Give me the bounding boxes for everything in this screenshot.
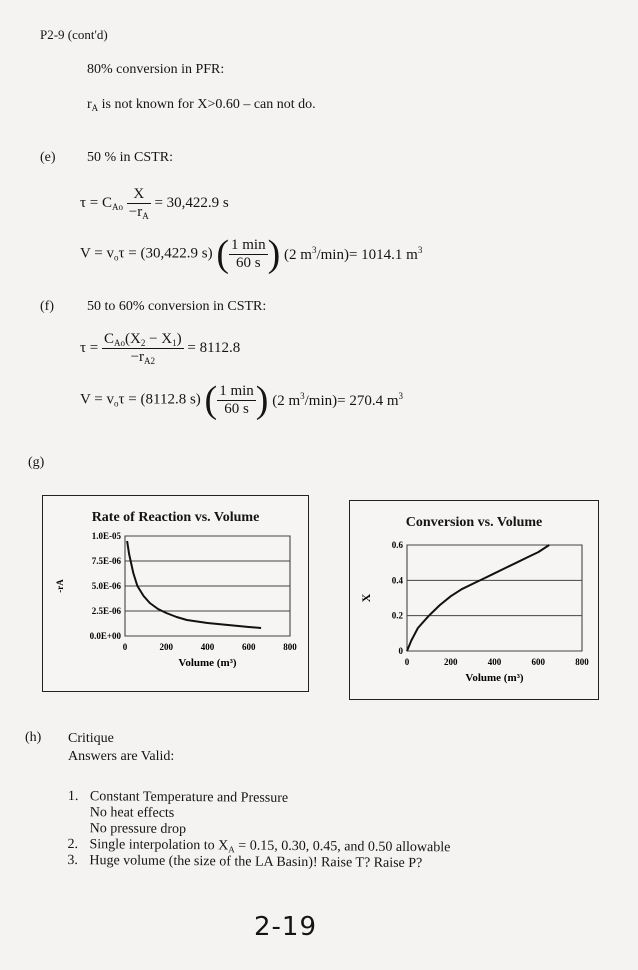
y-tick-label: 0.0E+00	[89, 631, 121, 641]
unit-fraction	[229, 237, 268, 272]
conversion-vs-volume-chart	[349, 500, 599, 700]
tau-sub: Ao	[112, 201, 123, 212]
critique-heading: Critique	[68, 731, 114, 746]
v-result-sup: 3	[398, 390, 404, 401]
pfr-conversion-heading: 80% conversion in PFR:	[87, 62, 225, 77]
item-text: No pressure drop	[89, 821, 187, 838]
y-axis-label: -rA	[55, 579, 65, 593]
ra-symbol: r	[87, 97, 92, 112]
y-tick-label: 2.5E-06	[91, 606, 121, 616]
page-number: 2-19	[254, 912, 318, 942]
x-tick-label: 0	[404, 657, 410, 667]
x-tick-label: 800	[283, 642, 297, 652]
y-tick-label: 7.5E-06	[91, 556, 121, 566]
v-mid: τ = (8112.8 s)	[118, 391, 201, 408]
unit-den: 60 s	[236, 254, 261, 271]
item-text-rest: = 0.15, 0.30, 0.45, and 0.50 allowable	[234, 838, 451, 856]
chart-title: Rate of Reaction vs. Volume	[91, 510, 260, 525]
rate-vs-volume-chart	[42, 495, 309, 692]
flow-term	[272, 390, 404, 409]
section-e-label: (e)	[40, 150, 56, 165]
x-tick-label: 400	[487, 657, 502, 667]
item-text: Huge volume (the size of the LA Basin)! Raise T? Raise P?	[89, 853, 423, 872]
num-x2-sub: 2	[140, 338, 146, 348]
x-tick-label: 600	[242, 642, 256, 652]
section-h-label: (h)	[25, 730, 42, 745]
fraction-numerator: X	[127, 186, 151, 204]
y-tick-label: 0.6	[391, 540, 403, 550]
y-tick-label: 0.4	[391, 575, 403, 586]
pfr-note-text: is not known for X>0.60 – can not do.	[98, 97, 316, 112]
critique-subheading: Answers are Valid:	[68, 749, 175, 764]
rate-chart-svg	[43, 524, 308, 689]
flow-text: (2 m	[284, 246, 312, 263]
f-volume-equation	[80, 381, 403, 419]
critique-list-inner	[67, 789, 588, 874]
series-line	[127, 541, 261, 628]
v-sub: o	[114, 252, 119, 263]
pfr-note	[87, 97, 316, 113]
list-item	[67, 853, 587, 874]
tau-result: = 8112.8	[187, 340, 241, 356]
right-paren-icon: )	[255, 379, 269, 421]
flow-end: /min)	[316, 246, 349, 263]
den-sub: A2	[144, 356, 156, 366]
x-tick-label: 0	[122, 642, 128, 652]
num-minus: − X	[145, 331, 173, 347]
item-number: 1.	[67, 789, 79, 805]
tau-lhs: τ = C	[80, 195, 112, 211]
y-tick-label: 1.0E-05	[91, 531, 121, 541]
ra-subscript: A	[91, 103, 99, 113]
flow-text: (2 m	[272, 392, 301, 409]
num-x1-sub: 1	[172, 338, 177, 348]
item-subscript: A	[228, 844, 235, 855]
x-tick-label: 400	[200, 642, 215, 652]
series-line	[407, 545, 549, 651]
unit-num: 1 min	[231, 236, 266, 253]
tau-result: = 30,422.9 s	[154, 195, 229, 211]
x-axis-label: Volume (m³)	[465, 672, 524, 684]
flow-sup: 3	[300, 390, 305, 401]
right-paren-icon: )	[267, 233, 281, 275]
x-tick-label: 200	[444, 657, 458, 667]
unit-fraction	[217, 383, 256, 418]
e-tau-equation	[80, 186, 229, 221]
x-axis-label: Volume (m³)	[178, 657, 237, 669]
v-sub: o	[114, 398, 119, 409]
f-tau-equation	[80, 331, 240, 366]
num-x: (X	[125, 331, 141, 347]
conversion-chart-svg	[350, 529, 598, 697]
v-result: = 1014.1 m	[348, 246, 418, 263]
y-tick-label: 0.2	[391, 610, 403, 621]
left-paren-icon: (	[204, 379, 218, 421]
num-c-sub: Ao	[114, 338, 126, 348]
v-mid: τ = (30,422.9 s)	[118, 245, 213, 262]
plot-area	[407, 545, 582, 651]
v-lhs: V = v	[80, 245, 115, 262]
num-c: C	[104, 331, 115, 347]
v-result-sup: 3	[417, 244, 423, 255]
chart-title: Conversion vs. Volume	[405, 515, 543, 530]
fraction-denominator	[102, 349, 184, 366]
unit-den: 60 s	[224, 400, 249, 417]
flow-sup: 3	[311, 244, 317, 255]
e-volume-equation	[80, 235, 422, 273]
fraction-denominator	[127, 204, 151, 221]
y-axis-label: X	[359, 593, 373, 603]
unit-num: 1 min	[219, 382, 254, 399]
num-close: )	[176, 331, 182, 347]
x-tick-label: 600	[531, 657, 545, 667]
section-f-heading: 50 to 60% conversion in CSTR:	[87, 299, 267, 314]
item-text: Constant Temperature and Pressure	[89, 789, 289, 806]
item-text: Single interpolation to X	[89, 837, 229, 854]
y-tick-label: 0	[398, 646, 403, 656]
critique-list	[67, 789, 588, 872]
tau-fraction	[127, 186, 151, 221]
den-sub: A	[142, 211, 149, 221]
v-result: = 270.4 m	[337, 392, 399, 409]
left-paren-icon: (	[216, 233, 230, 275]
fraction-numerator	[102, 331, 184, 349]
flow-end: /min)	[304, 392, 338, 409]
problem-title: P2-9 (cont'd)	[40, 27, 108, 42]
den-text: −r	[130, 349, 145, 365]
item-text: No heat effects	[89, 805, 175, 821]
y-tick-label: 5.0E-06	[91, 581, 121, 591]
x-tick-label: 200	[159, 642, 173, 652]
section-f-label: (f)	[40, 299, 54, 314]
x-tick-label: 800	[575, 657, 589, 667]
tau-fraction	[102, 331, 184, 366]
tau-lhs: τ =	[80, 340, 99, 356]
v-lhs: V = v	[80, 391, 115, 408]
den-text: −r	[128, 204, 143, 220]
section-g-label: (g)	[28, 455, 45, 470]
item-number: 2.	[67, 836, 79, 853]
section-e-heading: 50 % in CSTR:	[87, 150, 173, 165]
item-number: 3.	[67, 852, 78, 869]
flow-term	[284, 244, 423, 263]
